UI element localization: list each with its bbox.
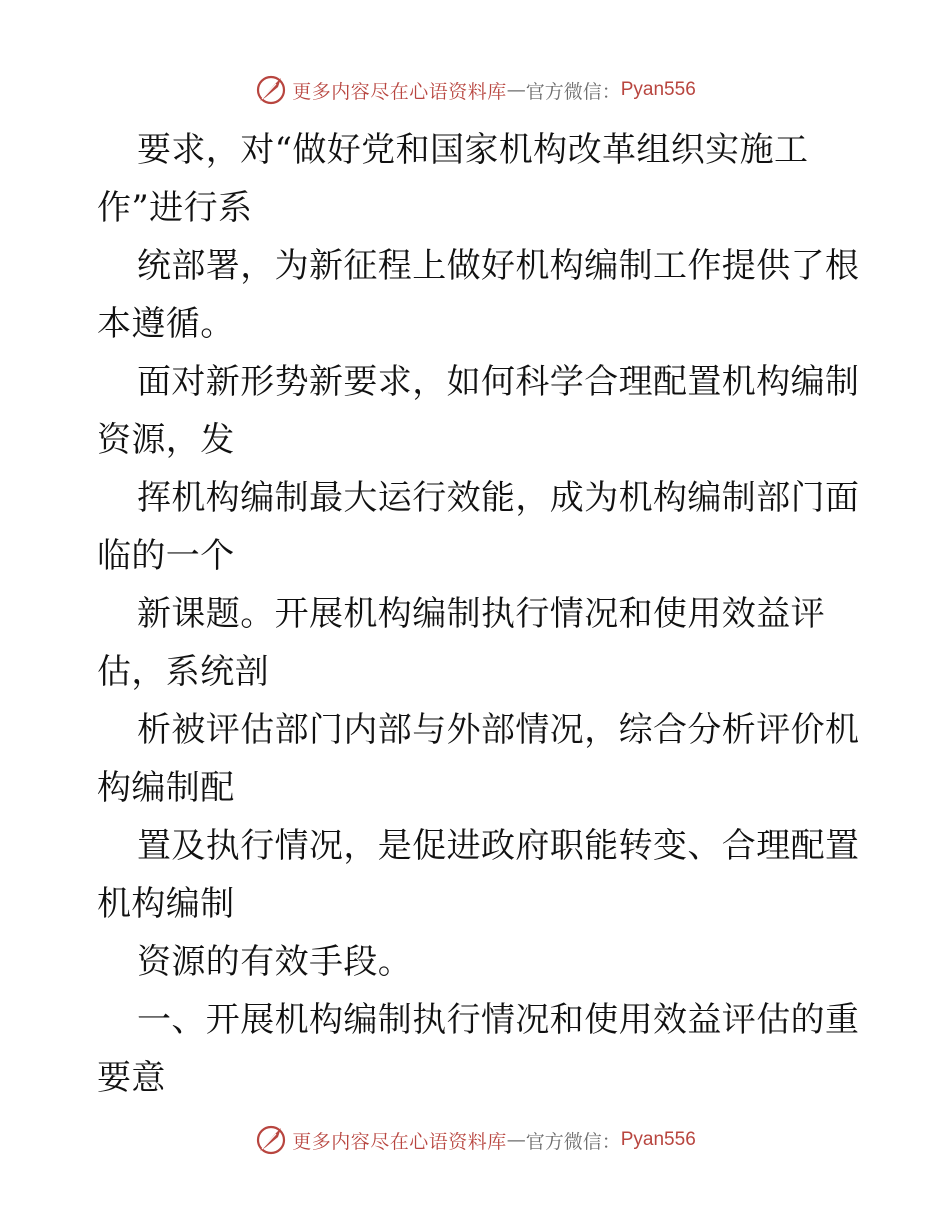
banner-wechat-id: Pyan556 xyxy=(620,1129,696,1150)
text-line: 机构编制 xyxy=(97,884,235,924)
banner-wechat-label: 官方微信： xyxy=(525,80,621,103)
text-line: 统部署，为新征程上做好机构编制工作提供了根 xyxy=(137,246,860,286)
document-body xyxy=(97,121,860,1107)
quill-pen-logo-icon xyxy=(254,73,288,107)
banner-main-text: 更多内容尽在心语资料库 xyxy=(292,1130,507,1153)
header-banner xyxy=(0,70,950,110)
text-line: 挥机构编制最大运行效能，成为机构编制部门面 xyxy=(137,478,860,518)
text-line: 要求，对“做好党和国家机构改革组织实施工 xyxy=(137,130,809,170)
footer-banner xyxy=(0,1120,950,1160)
text-line: 置及执行情况，是促进政府职能转变、合理配置 xyxy=(137,826,860,866)
banner-dash: — xyxy=(506,79,526,101)
text-line: 构编制配 xyxy=(97,768,235,808)
banner-wechat-id: Pyan556 xyxy=(620,79,696,100)
text-line: 资源的有效手段。 xyxy=(137,942,413,982)
text-line: 新课题。开展机构编制执行情况和使用效益评 xyxy=(137,594,825,634)
banner-dash: — xyxy=(506,1129,526,1151)
text-line: 估，系统剖 xyxy=(97,652,269,692)
banner-main-text: 更多内容尽在心语资料库 xyxy=(292,80,507,103)
text-line: 本遵循。 xyxy=(97,304,235,344)
banner-wechat-label: 官方微信： xyxy=(525,1130,621,1153)
text-line: 要意 xyxy=(97,1058,166,1098)
text-line: 一、开展机构编制执行情况和使用效益评估的重 xyxy=(137,1000,860,1040)
text-line: 临的一个 xyxy=(97,536,235,576)
text-line: 析被评估部门内部与外部情况，综合分析评价机 xyxy=(137,710,860,750)
text-line: 资源，发 xyxy=(97,420,235,460)
text-line: 作”进行系 xyxy=(97,188,253,228)
text-line: 面对新形势新要求，如何科学合理配置机构编制 xyxy=(137,362,860,402)
quill-pen-logo-icon xyxy=(254,1123,288,1157)
